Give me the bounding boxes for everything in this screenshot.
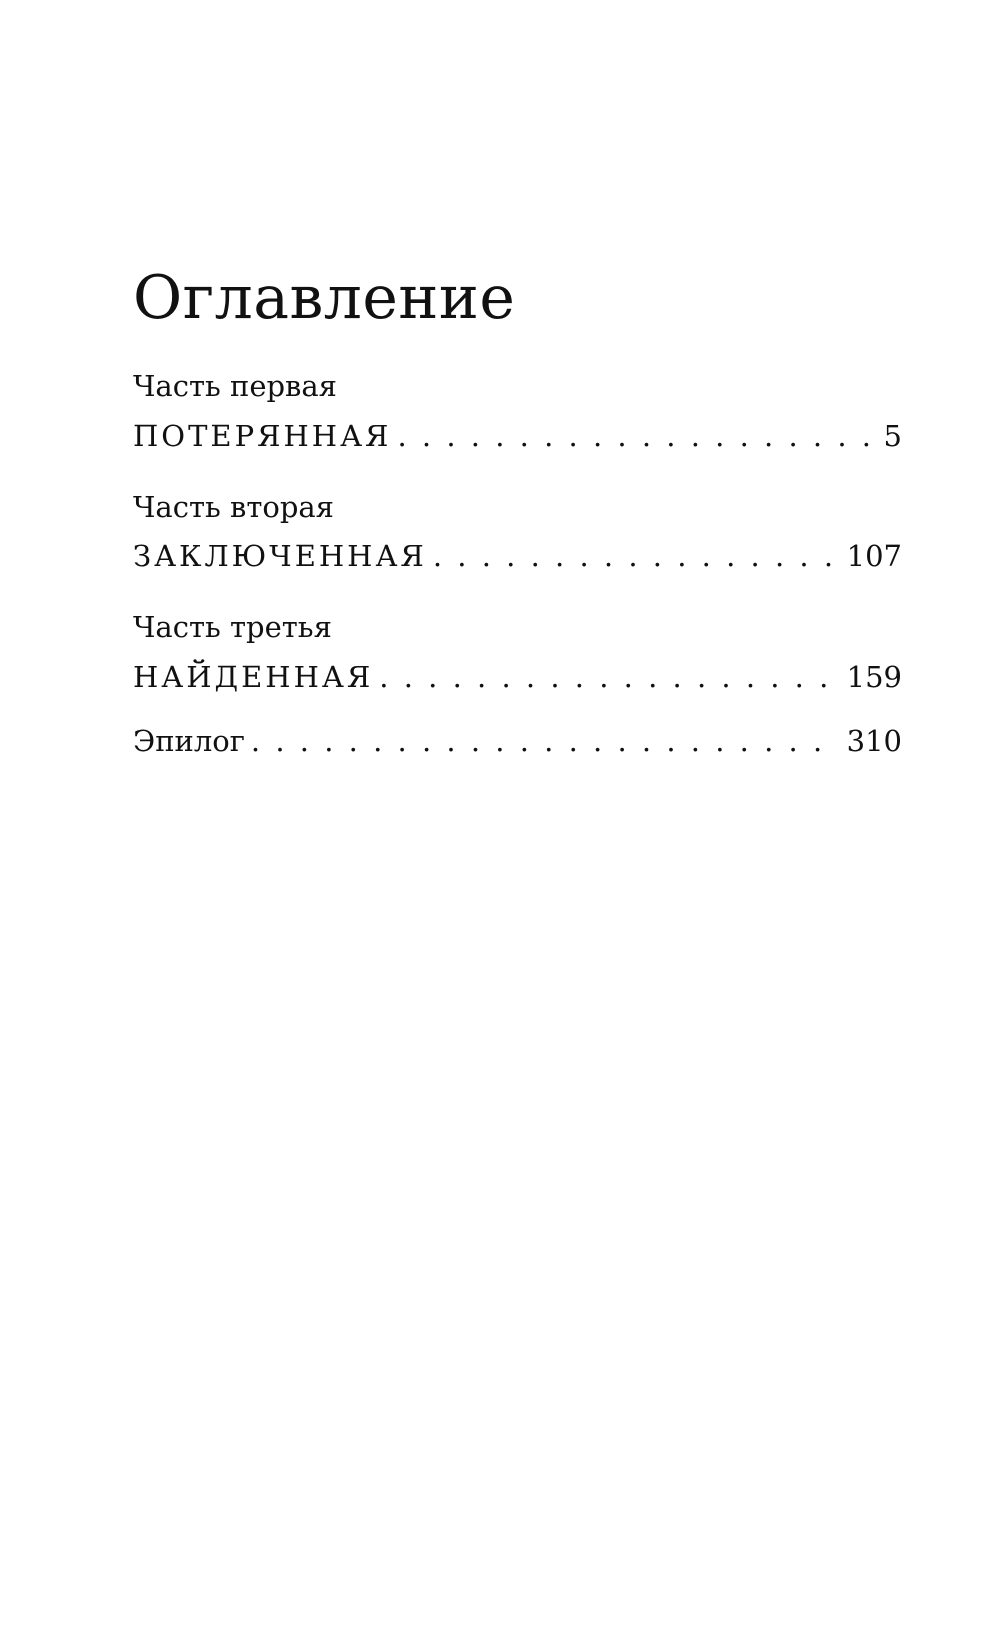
toc-entry-page: 107: [846, 539, 902, 573]
part-label: Часть третья: [133, 610, 332, 644]
toc-entry-epilogue[interactable]: [133, 719, 902, 763]
toc-entry[interactable]: [133, 414, 902, 458]
toc-entry-page: 310: [846, 724, 902, 758]
dot-leader: [251, 719, 839, 763]
page-title: Оглавление: [133, 263, 516, 333]
dot-leader: [379, 655, 838, 699]
dot-leader: [433, 534, 839, 578]
toc-entry-title: ПОТЕРЯННАЯ: [133, 419, 392, 453]
toc-entry-page: 159: [846, 660, 902, 694]
toc-entry-title: ЗАКЛЮЧЕННАЯ: [133, 539, 427, 573]
toc-entry[interactable]: [133, 534, 902, 578]
toc-entry-page: 5: [883, 419, 902, 453]
toc-entry-title: НАЙДЕННАЯ: [133, 660, 374, 694]
toc-page: [133, 0, 902, 1638]
part-label: Часть первая: [133, 369, 337, 403]
toc-entry[interactable]: [133, 655, 902, 699]
toc-entry-title: Эпилог: [133, 724, 245, 758]
dot-leader: [397, 414, 875, 458]
part-label: Часть вторая: [133, 490, 334, 524]
